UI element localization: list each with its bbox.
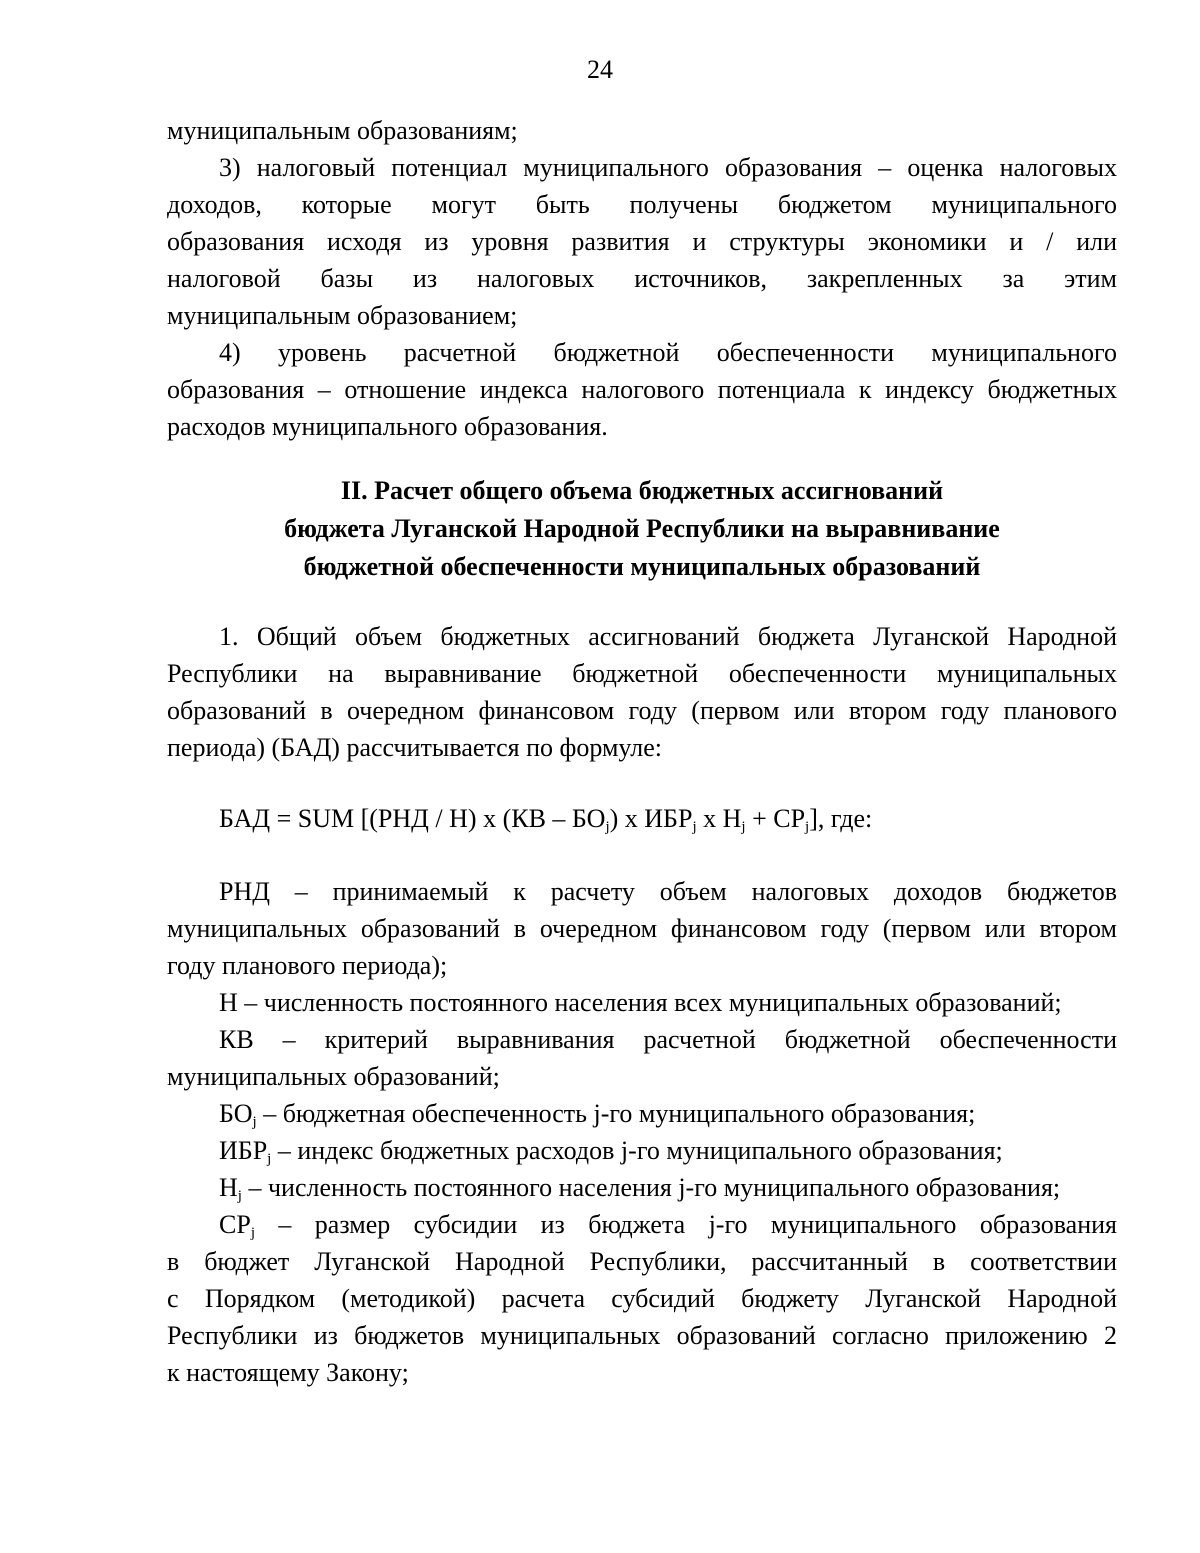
text-line: образований в очередном финансовом году (первом или втором году планового	[167, 696, 1117, 725]
text-line: муниципальных образований в очередном финансовом году (первом или втором	[167, 914, 1117, 943]
section-heading	[167, 472, 1117, 586]
text-line: образования – отношение индекса налогового потенциала к индексу бюджетных	[167, 375, 1117, 404]
definition-ibr: $ИБР_j$ – индекс бюджетных расходов j-го муниципального образования;	[219, 1136, 1003, 1167]
formula	[167, 799, 1117, 839]
heading-line: II. Расчет общего объема бюджетных ассигнований	[340, 476, 944, 505]
definition-bo: $БО_j$ – бюджетная обеспеченность j-го муниципального образования;	[219, 1099, 976, 1130]
text-line: муниципальных образований;	[167, 1062, 500, 1091]
text-line: 3) налоговый потенциал муниципального образования – оценка налоговых	[219, 153, 1117, 182]
text-line: КВ – критерий выравнивания расчетной бюджетной обеспеченности	[219, 1025, 1117, 1054]
text-line: 4) уровень расчетной бюджетной обеспеченности муниципального	[219, 338, 1117, 367]
text-line: периода) (БАД) рассчитывается по формуле:	[167, 733, 662, 762]
formula-line: БАД = SUM [(РНД / Н) x $(КВ - БО_j)$ x $ИБР_j$ x $Н_j + СР_j$], где:	[219, 804, 873, 835]
text-line: году планового периода);	[167, 951, 448, 980]
text-line: муниципальным образованиям;	[167, 116, 518, 145]
text-line: расходов муниципального образования.	[167, 412, 608, 441]
paragraph-1	[167, 618, 1117, 766]
text-line: налоговой базы из налоговых источников, закрепленных за этим	[167, 264, 1117, 293]
heading-line: бюджетной обеспеченности муниципальных образований	[303, 552, 981, 581]
text-line: Республики на выравнивание бюджетной обеспеченности муниципальных	[167, 659, 1117, 688]
page-number: 24	[587, 55, 613, 84]
definition-nj: $Н_j$ – численность постоянного населения j-го муниципального образования;	[219, 1173, 1061, 1204]
definition-sr: $СР_j$ – размер субсидии из бюджета j-го муниципального образования	[219, 1210, 1117, 1241]
text-line: образования исходя из уровня развития и структуры экономики и / или	[167, 227, 1117, 256]
heading-line: бюджета Луганской Народной Республики на выравнивание	[284, 514, 1000, 543]
text-line: к настоящему Закону;	[167, 1358, 409, 1387]
text-line: с Порядком (методикой) расчета субсидий бюджету Луганской Народной	[167, 1284, 1117, 1313]
definitions-block	[167, 112, 1117, 445]
text-line: доходов, которые могут быть получены бюджетом муниципального	[167, 190, 1117, 219]
text-line: Республики из бюджетов муниципальных образований согласно приложению 2	[167, 1321, 1117, 1350]
variable-definitions	[167, 873, 1117, 1391]
text-line: Н – численность постоянного населения всех муниципальных образований;	[219, 988, 1062, 1017]
text-line: 1. Общий объем бюджетных ассигнований бюджета Луганской Народной	[219, 622, 1117, 651]
text-line: в бюджет Луганской Народной Республики, рассчитанный в соответствии	[167, 1247, 1117, 1276]
text-line: РНД – принимаемый к расчету объем налоговых доходов бюджетов	[219, 877, 1117, 906]
text-line: муниципальным образованием;	[167, 301, 518, 330]
